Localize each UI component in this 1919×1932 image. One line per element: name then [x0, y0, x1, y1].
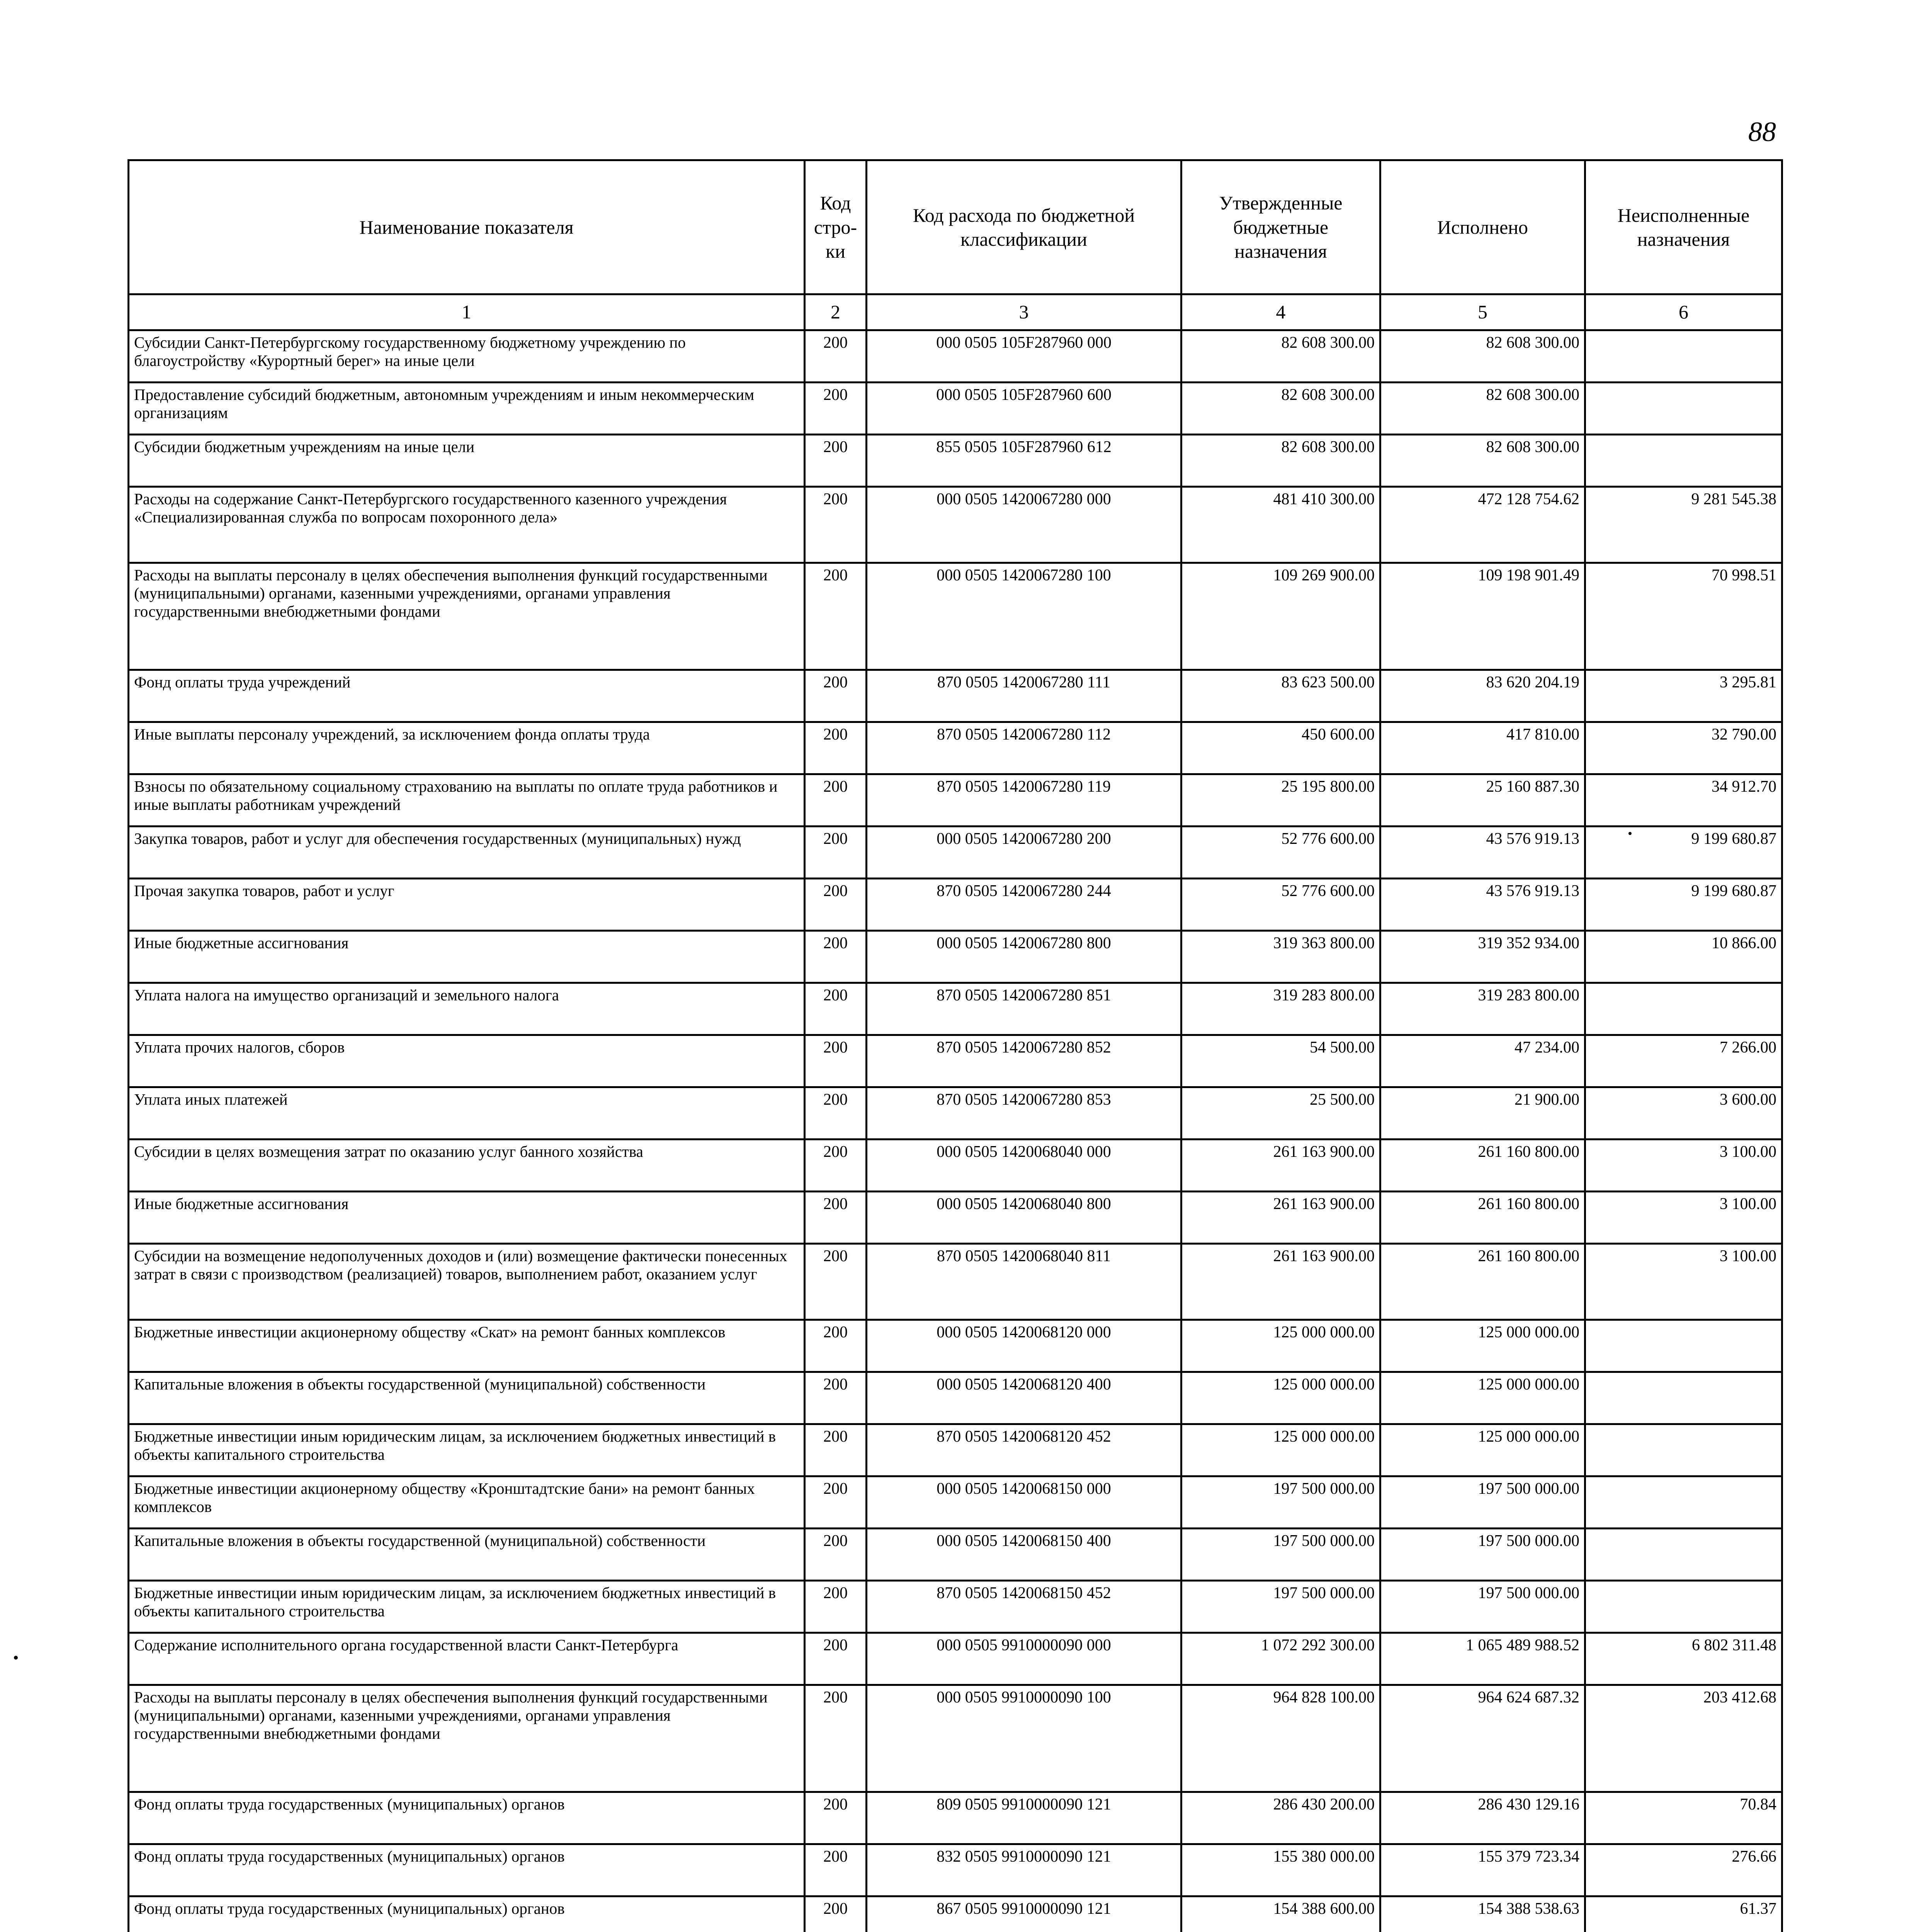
row-expense-code: 832 0505 9910000090 121: [867, 1844, 1181, 1896]
row-line-code: 200: [805, 1581, 867, 1633]
row-expense-code: 000 0505 1420068120 400: [867, 1372, 1181, 1424]
row-expense-code: 000 0505 9910000090 000: [867, 1633, 1181, 1685]
table-header-row: [129, 160, 1782, 294]
row-unexecuted-amount: [1585, 1372, 1782, 1424]
row-executed-amount: 319 352 934.00: [1380, 931, 1585, 983]
row-unexecuted-amount: 3 100.00: [1585, 1192, 1782, 1244]
table-row: [129, 1529, 1782, 1581]
row-unexecuted-amount: 3 100.00: [1585, 1244, 1782, 1320]
row-name: Фонд оплаты труда государственных (муниципальных) органов: [129, 1844, 805, 1896]
table-row: [129, 1192, 1782, 1244]
row-approved-amount: 1 072 292 300.00: [1181, 1633, 1380, 1685]
header-expense-code: Код расхода по бюджетной классификации: [867, 160, 1181, 294]
row-executed-amount: 197 500 000.00: [1380, 1581, 1585, 1633]
row-name: Расходы на содержание Санкт-Петербургского государственного казенного учреждения «Специализированная служба по вопросам похоронного дела»: [129, 487, 805, 563]
column-number: 4: [1181, 294, 1380, 330]
budget-execution-table: [127, 159, 1783, 1932]
table-row: [129, 383, 1782, 435]
row-line-code: 200: [805, 827, 867, 879]
table-row: [129, 1844, 1782, 1896]
row-executed-amount: 154 388 538.63: [1380, 1896, 1585, 1932]
row-name: Иные бюджетные ассигнования: [129, 931, 805, 983]
table-row: [129, 1476, 1782, 1529]
row-name: Фонд оплаты труда государственных (муниципальных) органов: [129, 1792, 805, 1844]
row-unexecuted-amount: [1585, 1476, 1782, 1529]
row-unexecuted-amount: 61.37: [1585, 1896, 1782, 1932]
row-name: Бюджетные инвестиции иным юридическим лицам, за исключением бюджетных инвестиций в объекты капитального строительства: [129, 1424, 805, 1476]
row-approved-amount: 964 828 100.00: [1181, 1685, 1380, 1792]
row-executed-amount: 286 430 129.16: [1380, 1792, 1585, 1844]
row-name: Взносы по обязательному социальному страхованию на выплаты по оплате труда работников и иные выплаты работникам учреждений: [129, 774, 805, 827]
row-unexecuted-amount: [1585, 383, 1782, 435]
column-number-row: [129, 294, 1782, 330]
row-unexecuted-amount: 276.66: [1585, 1844, 1782, 1896]
row-line-code: 200: [805, 1372, 867, 1424]
row-unexecuted-amount: 3 100.00: [1585, 1139, 1782, 1192]
row-unexecuted-amount: [1585, 983, 1782, 1035]
row-executed-amount: 261 160 800.00: [1380, 1139, 1585, 1192]
row-expense-code: 000 0505 1420067280 000: [867, 487, 1181, 563]
table-row: [129, 931, 1782, 983]
column-number: 5: [1380, 294, 1585, 330]
row-unexecuted-amount: 32 790.00: [1585, 722, 1782, 774]
table-row: [129, 1372, 1782, 1424]
row-line-code: 200: [805, 931, 867, 983]
row-line-code: 200: [805, 1192, 867, 1244]
row-line-code: 200: [805, 1087, 867, 1139]
row-expense-code: 870 0505 1420067280 112: [867, 722, 1181, 774]
row-name: Субсидии на возмещение недополученных доходов и (или) возмещение фактически понесенных затрат в связи с производством (реализацией) товаров, выполнением работ, оказанием услуг: [129, 1244, 805, 1320]
row-approved-amount: 286 430 200.00: [1181, 1792, 1380, 1844]
page-number: 88: [1748, 116, 1776, 147]
table-body: [129, 330, 1782, 1932]
row-expense-code: 870 0505 1420067280 111: [867, 670, 1181, 722]
row-unexecuted-amount: [1585, 1581, 1782, 1633]
row-name: Содержание исполнительного органа государственной власти Санкт-Петербурга: [129, 1633, 805, 1685]
row-name: Фонд оплаты труда государственных (муниципальных) органов: [129, 1896, 805, 1932]
row-executed-amount: 21 900.00: [1380, 1087, 1585, 1139]
table-row: [129, 1896, 1782, 1932]
table-row: [129, 1792, 1782, 1844]
row-unexecuted-amount: 10 866.00: [1585, 931, 1782, 983]
row-name: Бюджетные инвестиции акционерному обществу «Кронштадтские бани» на ремонт банных комплексов: [129, 1476, 805, 1529]
row-executed-amount: 82 608 300.00: [1380, 383, 1585, 435]
header-approved: Утвержденные бюджетные назначения: [1181, 160, 1380, 294]
column-number: 1: [129, 294, 805, 330]
table-row: [129, 330, 1782, 383]
table-row: [129, 983, 1782, 1035]
row-line-code: 200: [805, 983, 867, 1035]
row-expense-code: 870 0505 1420067280 119: [867, 774, 1181, 827]
row-line-code: 200: [805, 1896, 867, 1932]
row-unexecuted-amount: [1585, 330, 1782, 383]
row-executed-amount: 83 620 204.19: [1380, 670, 1585, 722]
row-approved-amount: 82 608 300.00: [1181, 330, 1380, 383]
row-line-code: 200: [805, 1792, 867, 1844]
row-line-code: 200: [805, 1844, 867, 1896]
row-unexecuted-amount: 6 802 311.48: [1585, 1633, 1782, 1685]
row-approved-amount: 319 363 800.00: [1181, 931, 1380, 983]
row-expense-code: 000 0505 1420068150 400: [867, 1529, 1181, 1581]
row-approved-amount: 83 623 500.00: [1181, 670, 1380, 722]
row-approved-amount: 197 500 000.00: [1181, 1581, 1380, 1633]
table-row: [129, 1035, 1782, 1087]
row-executed-amount: 47 234.00: [1380, 1035, 1585, 1087]
row-unexecuted-amount: 7 266.00: [1585, 1035, 1782, 1087]
row-approved-amount: 261 163 900.00: [1181, 1192, 1380, 1244]
row-name: Уплата прочих налогов, сборов: [129, 1035, 805, 1087]
row-executed-amount: 319 283 800.00: [1380, 983, 1585, 1035]
row-approved-amount: 450 600.00: [1181, 722, 1380, 774]
row-approved-amount: 82 608 300.00: [1181, 383, 1380, 435]
row-expense-code: 870 0505 1420068150 452: [867, 1581, 1181, 1633]
row-unexecuted-amount: 3 600.00: [1585, 1087, 1782, 1139]
row-executed-amount: 261 160 800.00: [1380, 1244, 1585, 1320]
row-line-code: 200: [805, 774, 867, 827]
row-executed-amount: 82 608 300.00: [1380, 330, 1585, 383]
table-row: [129, 722, 1782, 774]
row-name: Предоставление субсидий бюджетным, автономным учреждениям и иным некоммерческим организациям: [129, 383, 805, 435]
header-indicator-name: Наименование показателя: [129, 160, 805, 294]
row-name: Субсидии бюджетным учреждениям на иные цели: [129, 435, 805, 487]
row-unexecuted-amount: 9 199 680.87: [1585, 879, 1782, 931]
row-line-code: 200: [805, 1529, 867, 1581]
row-name: Иные бюджетные ассигнования: [129, 1192, 805, 1244]
row-unexecuted-amount: [1585, 435, 1782, 487]
row-unexecuted-amount: 34 912.70: [1585, 774, 1782, 827]
row-expense-code: 870 0505 1420067280 244: [867, 879, 1181, 931]
row-approved-amount: 261 163 900.00: [1181, 1139, 1380, 1192]
row-executed-amount: 472 128 754.62: [1380, 487, 1585, 563]
row-line-code: 200: [805, 1244, 867, 1320]
header-executed: Исполнено: [1380, 160, 1585, 294]
row-name: Фонд оплаты труда учреждений: [129, 670, 805, 722]
row-expense-code: 870 0505 1420067280 851: [867, 983, 1181, 1035]
table-row: [129, 670, 1782, 722]
row-unexecuted-amount: 70 998.51: [1585, 563, 1782, 670]
row-name: Субсидии Санкт-Петербургскому государственному бюджетному учреждению по благоустройству «Курортный берег» на иные цели: [129, 330, 805, 383]
row-expense-code: 855 0505 105F287960 612: [867, 435, 1181, 487]
row-line-code: 200: [805, 1424, 867, 1476]
row-line-code: 200: [805, 1035, 867, 1087]
row-line-code: 200: [805, 435, 867, 487]
row-line-code: 200: [805, 1320, 867, 1372]
column-number: 2: [805, 294, 867, 330]
table-row: [129, 435, 1782, 487]
row-approved-amount: 109 269 900.00: [1181, 563, 1380, 670]
row-name: Капитальные вложения в объекты государственной (муниципальной) собственности: [129, 1529, 805, 1581]
row-name: Бюджетные инвестиции иным юридическим лицам, за исключением бюджетных инвестиций в объекты капитального строительства: [129, 1581, 805, 1633]
row-approved-amount: 52 776 600.00: [1181, 879, 1380, 931]
row-approved-amount: 25 500.00: [1181, 1087, 1380, 1139]
row-name: Прочая закупка товаров, работ и услуг: [129, 879, 805, 931]
row-name: Уплата иных платежей: [129, 1087, 805, 1139]
row-executed-amount: 261 160 800.00: [1380, 1192, 1585, 1244]
row-unexecuted-amount: 9 281 545.38: [1585, 487, 1782, 563]
row-name: Бюджетные инвестиции акционерному обществу «Скат» на ремонт банных комплексов: [129, 1320, 805, 1372]
row-approved-amount: 52 776 600.00: [1181, 827, 1380, 879]
row-expense-code: 867 0505 9910000090 121: [867, 1896, 1181, 1932]
row-expense-code: 000 0505 1420068120 000: [867, 1320, 1181, 1372]
row-executed-amount: 197 500 000.00: [1380, 1529, 1585, 1581]
row-approved-amount: 125 000 000.00: [1181, 1320, 1380, 1372]
row-expense-code: 000 0505 1420067280 100: [867, 563, 1181, 670]
row-executed-amount: 155 379 723.34: [1380, 1844, 1585, 1896]
row-expense-code: 000 0505 1420067280 200: [867, 827, 1181, 879]
scan-speck: [1628, 832, 1632, 835]
row-executed-amount: 82 608 300.00: [1380, 435, 1585, 487]
row-line-code: 200: [805, 722, 867, 774]
row-executed-amount: 1 065 489 988.52: [1380, 1633, 1585, 1685]
row-expense-code: 870 0505 1420068040 811: [867, 1244, 1181, 1320]
table-row: [129, 1581, 1782, 1633]
row-executed-amount: 197 500 000.00: [1380, 1476, 1585, 1529]
row-name: Капитальные вложения в объекты государственной (муниципальной) собственности: [129, 1372, 805, 1424]
row-name: Субсидии в целях возмещения затрат по оказанию услуг банного хозяйства: [129, 1139, 805, 1192]
header-unexecuted: Неисполненные назначения: [1585, 160, 1782, 294]
row-approved-amount: 82 608 300.00: [1181, 435, 1380, 487]
column-number: 3: [867, 294, 1181, 330]
table-row: [129, 879, 1782, 931]
row-unexecuted-amount: 3 295.81: [1585, 670, 1782, 722]
row-approved-amount: 155 380 000.00: [1181, 1844, 1380, 1896]
row-unexecuted-amount: 203 412.68: [1585, 1685, 1782, 1792]
table-row: [129, 1139, 1782, 1192]
row-expense-code: 870 0505 1420067280 852: [867, 1035, 1181, 1087]
row-executed-amount: 43 576 919.13: [1380, 827, 1585, 879]
row-expense-code: 000 0505 9910000090 100: [867, 1685, 1181, 1792]
row-name: Расходы на выплаты персоналу в целях обеспечения выполнения функций государственными (муниципальными) органами, казенными учреждениями, органами управления государственными внебюджетными фондами: [129, 1685, 805, 1792]
row-unexecuted-amount: [1585, 1529, 1782, 1581]
row-unexecuted-amount: 70.84: [1585, 1792, 1782, 1844]
row-expense-code: 809 0505 9910000090 121: [867, 1792, 1181, 1844]
row-name: Закупка товаров, работ и услуг для обеспечения государственных (муниципальных) нужд: [129, 827, 805, 879]
table-row: [129, 827, 1782, 879]
row-line-code: 200: [805, 1685, 867, 1792]
row-line-code: 200: [805, 487, 867, 563]
row-approved-amount: 54 500.00: [1181, 1035, 1380, 1087]
table-row: [129, 1633, 1782, 1685]
row-expense-code: 870 0505 1420068120 452: [867, 1424, 1181, 1476]
row-approved-amount: 197 500 000.00: [1181, 1529, 1380, 1581]
row-executed-amount: 417 810.00: [1380, 722, 1585, 774]
table-row: [129, 1424, 1782, 1476]
table-row: [129, 1685, 1782, 1792]
row-expense-code: 000 0505 1420067280 800: [867, 931, 1181, 983]
header-line-code: Код стро-ки: [805, 160, 867, 294]
row-unexecuted-amount: [1585, 1424, 1782, 1476]
row-approved-amount: 154 388 600.00: [1181, 1896, 1380, 1932]
row-executed-amount: 125 000 000.00: [1380, 1320, 1585, 1372]
row-line-code: 200: [805, 330, 867, 383]
row-name: Уплата налога на имущество организаций и земельного налога: [129, 983, 805, 1035]
row-line-code: 200: [805, 383, 867, 435]
table-row: [129, 487, 1782, 563]
row-expense-code: 000 0505 105F287960 000: [867, 330, 1181, 383]
row-approved-amount: 319 283 800.00: [1181, 983, 1380, 1035]
table-row: [129, 1087, 1782, 1139]
row-approved-amount: 261 163 900.00: [1181, 1244, 1380, 1320]
row-line-code: 200: [805, 1476, 867, 1529]
row-approved-amount: 125 000 000.00: [1181, 1372, 1380, 1424]
scan-speck: [14, 1656, 18, 1660]
row-approved-amount: 481 410 300.00: [1181, 487, 1380, 563]
row-line-code: 200: [805, 563, 867, 670]
row-unexecuted-amount: [1585, 1320, 1782, 1372]
row-expense-code: 000 0505 1420068150 000: [867, 1476, 1181, 1529]
table-row: [129, 1244, 1782, 1320]
row-expense-code: 000 0505 105F287960 600: [867, 383, 1181, 435]
row-executed-amount: 43 576 919.13: [1380, 879, 1585, 931]
row-approved-amount: 125 000 000.00: [1181, 1424, 1380, 1476]
row-line-code: 200: [805, 1633, 867, 1685]
row-approved-amount: 197 500 000.00: [1181, 1476, 1380, 1529]
row-unexecuted-amount: 9 199 680.87: [1585, 827, 1782, 879]
row-expense-code: 000 0505 1420068040 000: [867, 1139, 1181, 1192]
row-executed-amount: 125 000 000.00: [1380, 1372, 1585, 1424]
table-row: [129, 563, 1782, 670]
row-executed-amount: 964 624 687.32: [1380, 1685, 1585, 1792]
table-row: [129, 1320, 1782, 1372]
table-row: [129, 774, 1782, 827]
row-line-code: 200: [805, 1139, 867, 1192]
row-line-code: 200: [805, 670, 867, 722]
row-expense-code: 000 0505 1420068040 800: [867, 1192, 1181, 1244]
row-executed-amount: 125 000 000.00: [1380, 1424, 1585, 1476]
column-number: 6: [1585, 294, 1782, 330]
row-expense-code: 870 0505 1420067280 853: [867, 1087, 1181, 1139]
row-executed-amount: 25 160 887.30: [1380, 774, 1585, 827]
row-approved-amount: 25 195 800.00: [1181, 774, 1380, 827]
row-line-code: 200: [805, 879, 867, 931]
row-executed-amount: 109 198 901.49: [1380, 563, 1585, 670]
row-name: Иные выплаты персоналу учреждений, за исключением фонда оплаты труда: [129, 722, 805, 774]
row-name: Расходы на выплаты персоналу в целях обеспечения выполнения функций государственными (муниципальными) органами, казенными учреждениями, органами управления государственными внебюджетными фондами: [129, 563, 805, 670]
